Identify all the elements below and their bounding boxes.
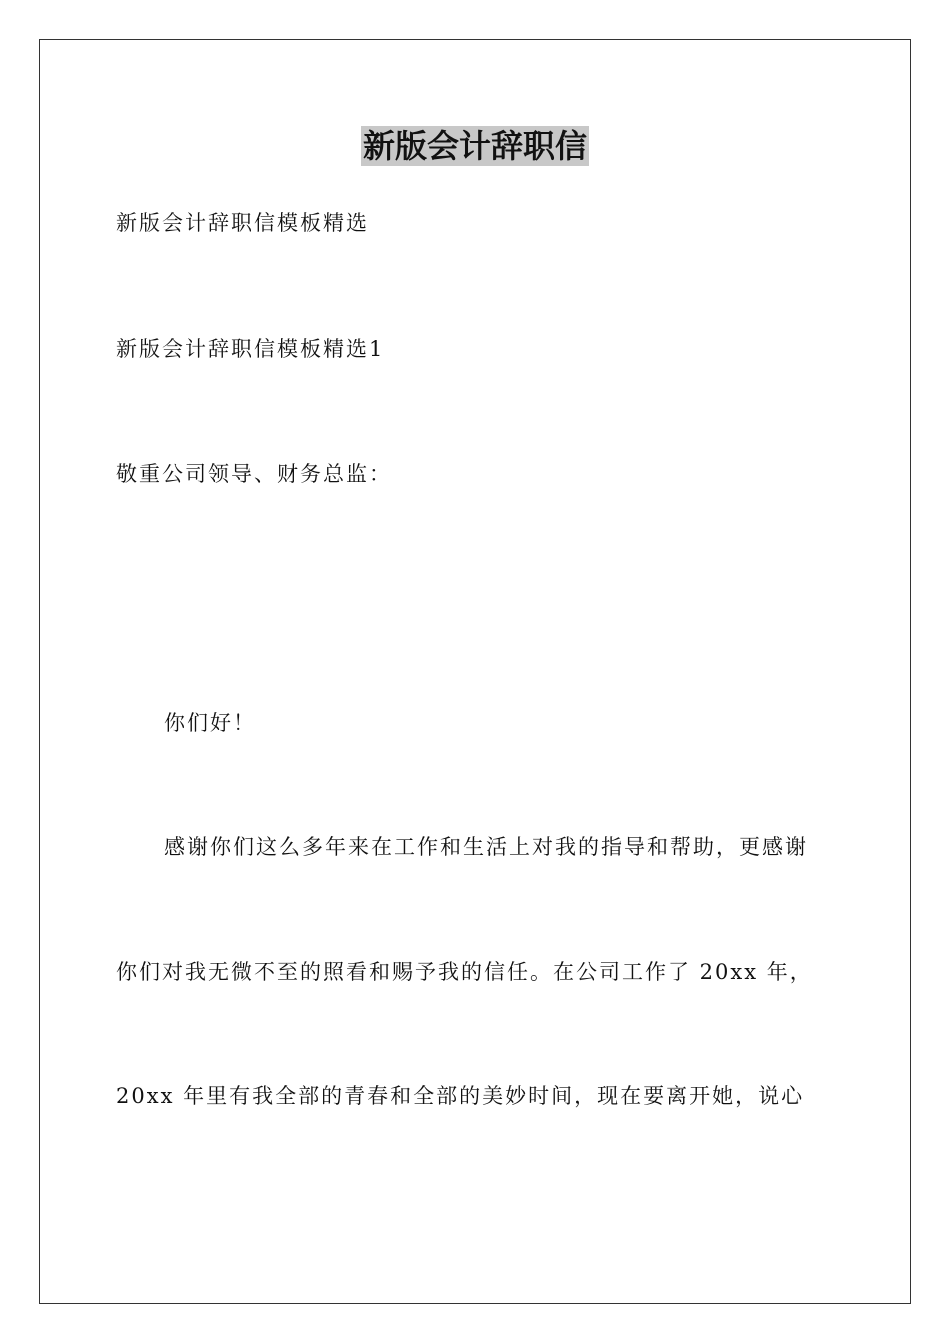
body-line: 感谢你们这么多年来在工作和生活上对我的指导和帮助，更感谢 [164,835,808,859]
greeting: 你们好！ [164,711,256,735]
body-line: 20xx 年里有我全部的青春和全部的美妙时间，现在要离开她，说心 [116,1084,805,1108]
title-container [0,126,950,166]
body-line: 你们对我无微不至的照看和赐予我的信任。在公司工作了 20xx 年， [116,960,813,984]
document-subtitle: 新版会计辞职信模板精选 [116,211,369,235]
salutation: 敬重公司领导、财务总监： [116,462,392,486]
document-title: 新版会计辞职信 [362,127,587,165]
section-heading: 新版会计辞职信模板精选1 [116,337,385,361]
